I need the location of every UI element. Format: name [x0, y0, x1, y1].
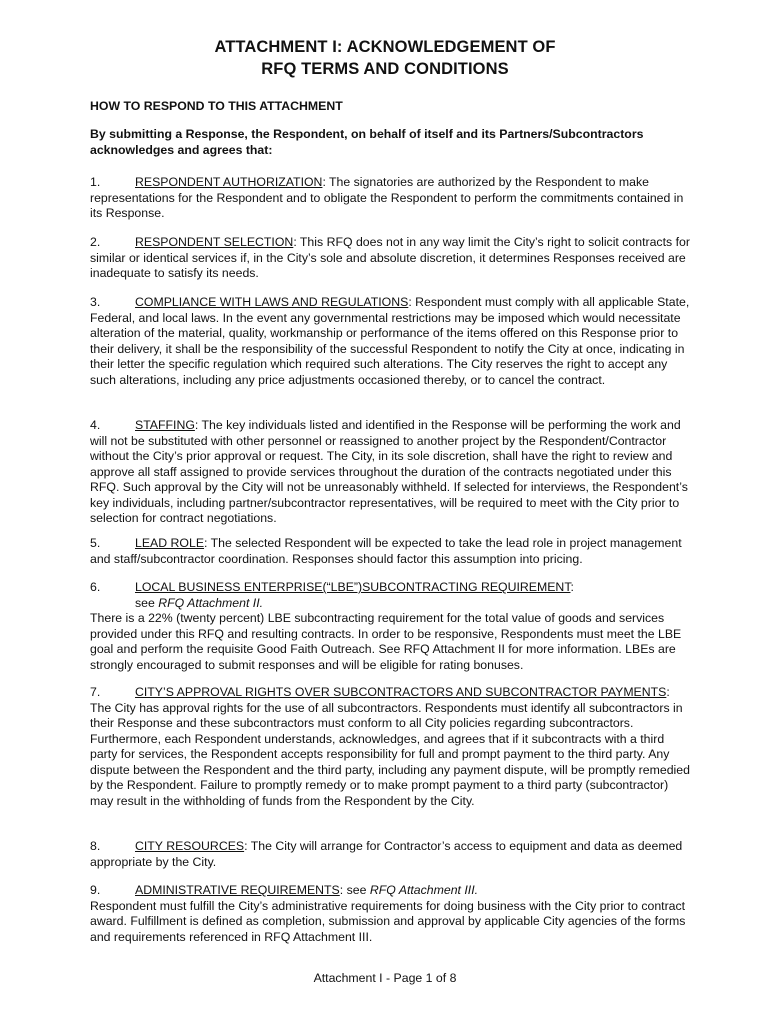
item-number: 2.	[90, 235, 101, 249]
see-prefix: see	[135, 595, 159, 610]
item-heading: RESPONDENT AUTHORIZATION	[135, 175, 323, 189]
intro-paragraph: By submitting a Response, the Respondent, on behalf of itself and its Partners/Subcontractors acknowledges and agrees that:	[90, 127, 644, 157]
item-heading: COMPLIANCE WITH LAWS AND REGULATIONS	[135, 295, 409, 309]
term-item-7	[90, 685, 690, 809]
item-body: : The key individuals listed and identified in the Response will be performing the work and will not be substituted with other personnel or reassigned to another project by the Respondent/Contractor without the City’s prior approval or request. The City, in its sole discretion, shall have the right to review and approve all staff assigned to provide services throughout the duration of the contracts negotiated under this RFQ. Such approval by the City will not be unreasonably withheld. If selected for interviews, the Respondent’s key individuals, including partner/subcontractor representatives, will be required to meet with the City prior to selection for contract negotiations.	[90, 418, 688, 525]
item-heading: LEAD ROLE	[135, 536, 205, 550]
term-item-1	[90, 175, 690, 222]
item-body: : The signatories are authorized by the Respondent to make representations for the Respondent and to obligate the Respondent to perform the commitments contained in its Response.	[90, 175, 684, 220]
see-reference: RFQ Attachment II.	[158, 595, 264, 610]
item-number: 8.	[90, 839, 101, 853]
item-heading: CITY RESOURCES	[135, 839, 245, 853]
item-heading-suffix: :	[570, 580, 574, 594]
term-item-5	[90, 536, 690, 567]
item-number: 3.	[90, 295, 101, 309]
page-footer: Attachment I - Page 1 of 8	[313, 971, 457, 985]
item-number: 5.	[90, 536, 101, 550]
item-heading: CITY’S APPROVAL RIGHTS OVER SUBCONTRACTORS AND SUBCONTRACTOR PAYMENTS	[135, 685, 667, 699]
item-number: 1.	[90, 175, 101, 189]
see-reference: RFQ Attachment III.	[369, 883, 479, 897]
section-heading: HOW TO RESPOND TO THIS ATTACHMENT	[90, 99, 343, 113]
term-item-9	[90, 883, 690, 945]
item-body: : The City has approval rights for the use of all subcontractors. Respondents must identify all subcontractors in their Response and these subcontractors must conform to all City policies regarding subcontractors. Furthermore, each Respondent understands, acknowledges, and agrees that if it subcontracts with a third party for services, the Respondent accepts responsibility for full and prompt payment to the third party. Any dispute between the Respondent and the third party, including any payment dispute, will be promptly remedied by the Respondent. Failure to promptly remedy or to make prompt payment to a third party (subcontractor) may result in the withholding of funds from the Respondent by the City.	[90, 685, 690, 808]
item-number: 9.	[90, 883, 101, 897]
document-title-line-2: RFQ TERMS AND CONDITIONS	[261, 60, 509, 78]
term-item-4	[90, 418, 690, 527]
item-number: 7.	[90, 685, 101, 699]
document-title-line-1: ATTACHMENT I: ACKNOWLEDGEMENT OF	[214, 38, 556, 56]
item-heading: ADMINISTRATIVE REQUIREMENTS	[135, 883, 340, 897]
item-body: : The City will arrange for Contractor’s access to equipment and data as deemed appropriate by the City.	[90, 839, 683, 869]
term-item-8	[90, 839, 690, 870]
term-item-6	[90, 580, 690, 673]
item-body: Respondent must fulfill the City’s administrative requirements for doing business with the City prior to contract award. Fulfillment is defined as completion, submission and approval by applicable City agencies of the forms and requirements referenced in RFQ Attachment III.	[90, 898, 686, 944]
item-number: 4.	[90, 418, 101, 432]
item-body: : Respondent must comply with all applicable State, Federal, and local laws. In the event any governmental restrictions may be imposed which would necessitate alteration of the material, quality, workmanship or performance of the items offered on this Response prior to their delivery, it shall be the responsibility of the successful Respondent to notify the City at once, indicating in their letter the specific regulation which required such alterations. The City reserves the right to accept any such alterations, including any price adjustments occasioned thereby, or to cancel the contract.	[90, 295, 690, 387]
item-body: : This RFQ does not in any way limit the City’s right to solicit contracts for similar or identical services if, in the City’s sole and absolute discretion, it determines Responses received are inadequate to satisfy its needs.	[90, 235, 690, 280]
term-item-2	[90, 235, 690, 282]
item-heading: RESPONDENT SELECTION	[135, 235, 294, 249]
item-heading: LOCAL BUSINESS ENTERPRISE(“LBE”)SUBCONTRACTING REQUIREMENT	[135, 580, 571, 594]
term-item-3	[90, 295, 690, 388]
see-prefix: : see	[339, 883, 370, 897]
item-body: : The selected Respondent will be expected to take the lead role in project management and staff/subcontractor coordination. Responses should factor this assumption into pricing.	[90, 536, 682, 566]
item-heading: STAFFING	[135, 418, 195, 432]
item-body: There is a 22% (twenty percent) LBE subcontracting requirement for the total value of goods and services provided under this RFQ and resulting contracts. In order to be responsive, Respondents must meet the LBE goal and perform the requisite Good Faith Outreach. See RFQ Attachment II for more information. LBEs are strongly encouraged to submit responses and will be eligible for rating bonuses.	[90, 611, 682, 672]
item-number: 6.	[90, 580, 101, 594]
